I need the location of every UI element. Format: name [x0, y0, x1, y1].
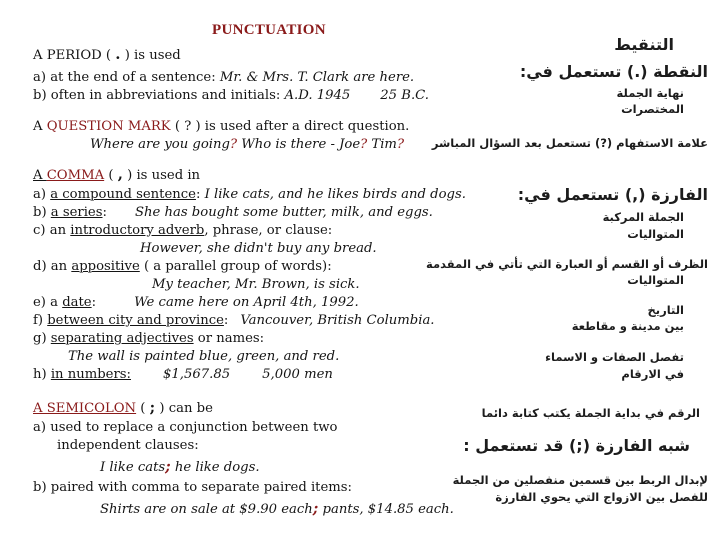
comma-rule-d-label: appositive — [71, 259, 140, 274]
arabic-comma-heading: الفارزة (,) تستعمل في: — [517, 185, 708, 204]
comma-rule-e-example: We came here on April 4th, 1992. — [134, 295, 359, 310]
comma-heading-close: ) is used in — [122, 168, 201, 183]
comma-heading-a: A — [33, 168, 47, 183]
arabic-question: علامة الاستفهام (?) تستعمل بعد السؤال المباشر — [431, 136, 708, 150]
semicolon-rule-b-example-end: pants, $14.85 each. — [318, 502, 454, 517]
comma-rule-b-colon: : — [102, 205, 107, 220]
comma-rule-b — [33, 205, 433, 221]
arabic-title: التنقيط — [614, 35, 674, 54]
comma-rule-f-example: Vancouver, British Columbia. — [240, 313, 435, 328]
arabic-comma-e: التاريخ — [647, 303, 684, 317]
comma-rule-c-label: introductory adverb — [70, 223, 205, 238]
comma-rule-e-colon: : — [91, 295, 97, 310]
arabic-comma-g-1: تفصل الصفات و الاسماء — [545, 350, 684, 364]
question-mark-2: ? — [360, 137, 368, 152]
semicolon-rule-a-example — [100, 458, 260, 476]
comma-rule-h — [33, 367, 333, 383]
comma-rule-b-example: She has bought some butter, milk, and eggs. — [134, 205, 433, 220]
comma-rule-f — [33, 313, 435, 329]
question-heading-label: QUESTION MARK — [46, 119, 171, 134]
comma-rule-c-prefix: c) an — [33, 223, 71, 238]
period-rule-a-example: Mr. & Mrs. T. Clark are here. — [219, 70, 415, 85]
question-example — [90, 137, 404, 153]
semicolon-heading — [33, 399, 213, 417]
period-rule-a-text: a) at the end of a sentence: — [33, 70, 220, 85]
semicolon-rule-a-example-start: I like cats — [100, 460, 166, 475]
comma-rule-d-text: ( a parallel group of words): — [139, 259, 332, 274]
comma-rule-a-example: I like cats, and he likes birds and dogs. — [204, 187, 466, 202]
comma-rule-e — [33, 295, 359, 311]
arabic-period-a: نهاية الجملة — [616, 86, 684, 100]
page-title: PUNCTUATION — [212, 22, 326, 38]
period-heading — [33, 46, 181, 64]
semicolon-rule-a-example-end: he like dogs. — [170, 460, 260, 475]
arabic-comma-g-2: في الارقام — [621, 367, 684, 381]
question-example-1: Where are you going — [90, 137, 230, 152]
comma-rule-f-colon: : — [223, 313, 229, 328]
period-rule-b-example-1: A.D. 1945 — [284, 88, 351, 103]
comma-heading-label: COMMA — [46, 168, 105, 183]
comma-rule-g-example: The wall is painted blue, green, and red. — [68, 349, 340, 364]
comma-rule-b-prefix: b) — [33, 205, 51, 220]
question-example-2: Who is there - Joe — [237, 137, 361, 152]
comma-rule-c-text: , phrase, or clause: — [204, 223, 333, 238]
arabic-semicolon-heading: شبه الفارزة (;) قد تستعمل : — [463, 436, 690, 455]
semicolon-rule-b-example-mark: ; — [312, 499, 319, 517]
semicolon-rule-b-line-1: b) paired with comma to separate paired items: — [33, 480, 352, 495]
comma-mark: , — [117, 165, 123, 183]
semicolon-rule-b-example — [100, 500, 454, 518]
period-heading-text: A PERIOD ( — [33, 48, 116, 63]
semicolon-heading-open: ( — [136, 401, 150, 416]
semicolon-rule-a-example-mark: ; — [165, 457, 171, 475]
comma-rule-d-example: My teacher, Mr. Brown, is sick. — [152, 277, 360, 292]
comma-rule-h-example-1: $1,567.85 — [163, 367, 231, 382]
semicolon-rule-a-line-2: independent clauses: — [57, 438, 199, 453]
comma-rule-a-colon: : — [195, 187, 205, 202]
question-heading — [33, 119, 409, 135]
period-mark: . — [115, 45, 121, 63]
question-heading-text: ( ? ) is used after a direct question. — [170, 119, 410, 134]
comma-rule-f-prefix: f) — [33, 313, 48, 328]
arabic-semicolon-b: للفصل بين الازواج التي يحوي الفارزة — [495, 490, 708, 504]
arabic-period-b: المختصرات — [621, 102, 684, 116]
comma-rule-g-prefix: g) — [33, 331, 51, 346]
comma-rule-c — [33, 223, 332, 239]
comma-rule-a — [33, 187, 466, 203]
comma-rule-a-label: a compound sentence — [50, 187, 196, 202]
semicolon-heading-close: ) can be — [155, 401, 213, 416]
period-rule-b — [33, 88, 429, 104]
question-mark-3: ? — [396, 137, 405, 152]
arabic-comma-h: الرقم في بداية الجملة يكتب كتابة دائما — [481, 406, 700, 420]
question-example-3: Tim — [367, 137, 397, 152]
question-mark-1: ? — [229, 137, 238, 152]
semicolon-mark: ; — [149, 398, 156, 416]
arabic-comma-b: المتواليات — [627, 227, 684, 241]
arabic-comma-f: بين مدينة و مقاطعة — [571, 319, 684, 333]
period-rule-b-text: b) often in abbreviations and initials: — [33, 88, 285, 103]
comma-rule-h-example-2: 5,000 men — [262, 367, 333, 382]
arabic-comma-c-1: الظرف أو القسم أو العبارة التي تأتي في المقدمة — [426, 257, 708, 271]
question-heading-a: A — [33, 119, 47, 134]
arabic-comma-a: الجملة المركبة — [602, 210, 684, 224]
comma-rule-b-label: a series — [50, 205, 103, 220]
comma-rule-g-text: or names: — [193, 331, 265, 346]
semicolon-rule-b-example-start: Shirts are on sale at $9.90 each — [100, 502, 313, 517]
comma-rule-e-label: date — [62, 295, 92, 310]
arabic-comma-c-2: المتواليات — [627, 273, 684, 287]
comma-rule-g — [33, 331, 264, 347]
semicolon-heading-label: A SEMICOLON — [33, 401, 137, 416]
semicolon-rule-a-line-1: a) used to replace a conjunction between two — [33, 420, 338, 435]
comma-rule-e-prefix: e) a — [33, 295, 63, 310]
period-rule-b-example-2: 25 B.C. — [380, 88, 429, 103]
comma-heading — [33, 166, 200, 184]
comma-rule-f-label: between city and province — [47, 313, 224, 328]
comma-rule-a-prefix: a) — [33, 187, 51, 202]
period-rule-a — [33, 70, 414, 86]
comma-rule-c-example: However, she didn't buy any bread. — [140, 241, 377, 256]
comma-heading-open: ( — [104, 168, 118, 183]
comma-rule-h-label: in numbers: — [50, 367, 131, 382]
period-heading-end: ) is used — [120, 48, 181, 63]
arabic-period-heading: النقطة (.) تستعمل في: — [519, 62, 708, 81]
comma-rule-d — [33, 259, 332, 275]
arabic-semicolon-a: لإبدال الربط بين قسمين منفصلين من الجملة — [452, 473, 708, 487]
comma-rule-g-label: separating adjectives — [50, 331, 194, 346]
comma-rule-h-prefix: h) — [33, 367, 51, 382]
comma-rule-d-prefix: d) an — [33, 259, 72, 274]
